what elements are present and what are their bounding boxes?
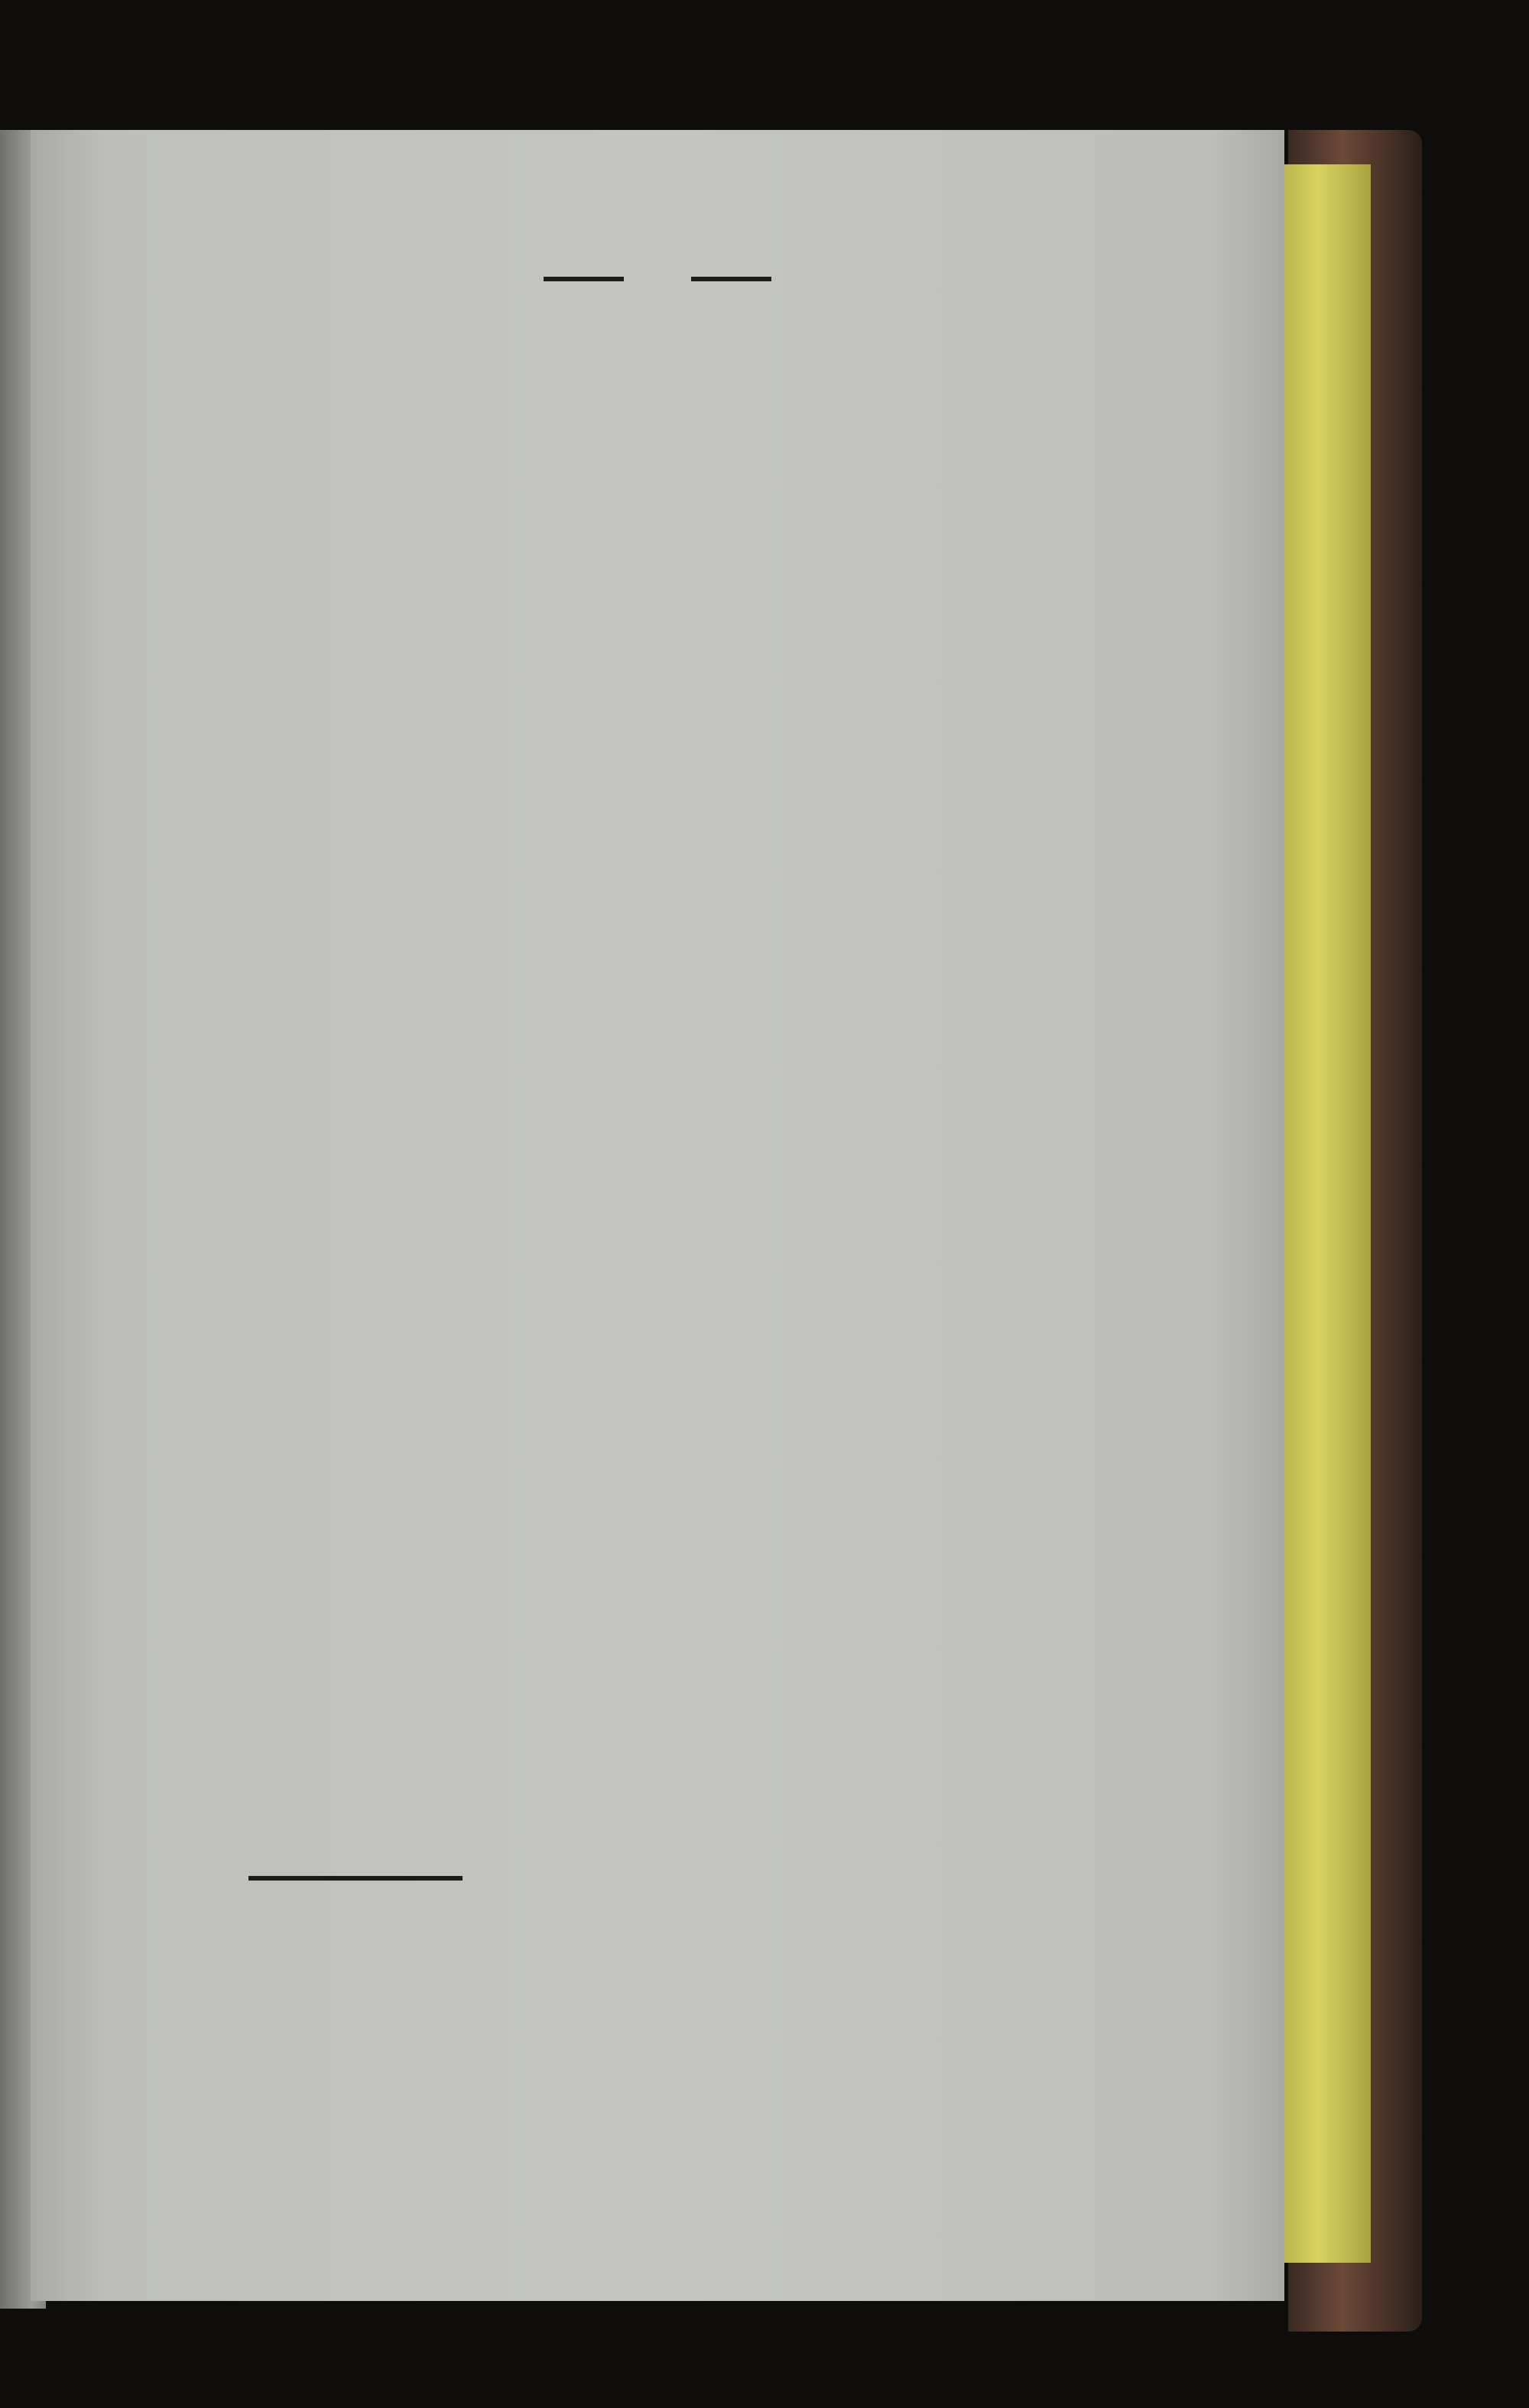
page-header — [31, 245, 1284, 313]
page-block-edge — [1273, 164, 1371, 2263]
header-dash-left — [544, 277, 624, 281]
book-page — [31, 130, 1284, 2301]
header-dash-right — [691, 277, 771, 281]
footnote-rule — [248, 1876, 463, 1881]
